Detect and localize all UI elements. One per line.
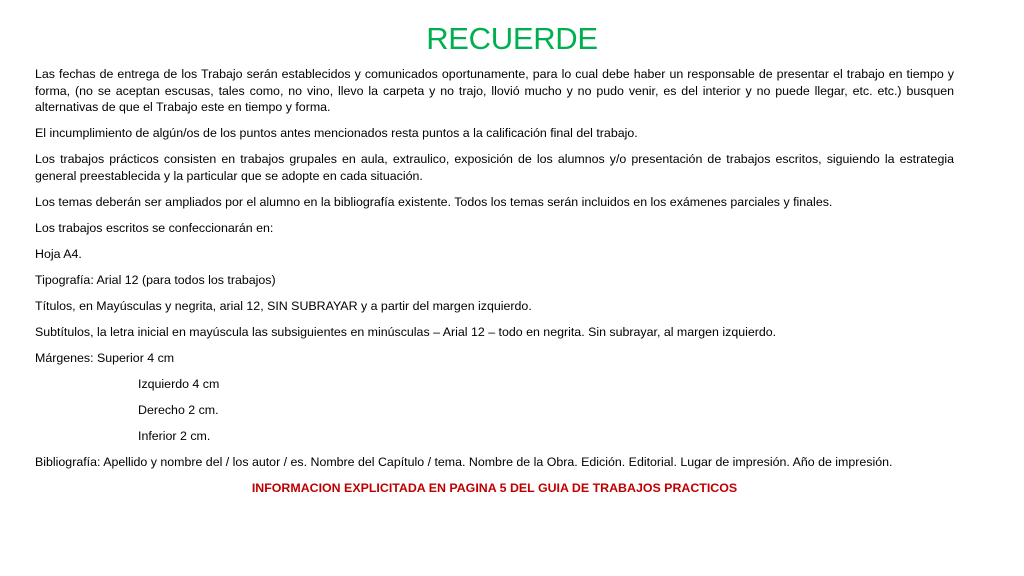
paragraph-margins-right: Derecho 2 cm. (138, 402, 219, 417)
paragraph-delivery-dates: Las fechas de entrega de los Trabajo serán establecidos y comunicados oportunamente, para lo cual debe haber un responsable de presentar el trabajo en tiempo y forma, (no se aceptan escusas, tales como, no vino, llevo la carpeta y no trajo, llovió mucho y no pudo venir, es del interior y no puede llegar, etc. etc.) busquen alternativas de que el Trabajo este en tiempo y forma. (35, 67, 954, 114)
paragraph-typography: Tipografía: Arial 12 (para todos los trabajos) (35, 272, 276, 287)
paragraph-titles: Títulos, en Mayúsculas y negrita, arial 12, SIN SUBRAYAR y a partir del margen izquierdo. (35, 298, 532, 313)
paragraph-margins-left: Izquierdo 4 cm (138, 376, 220, 391)
reference-note: INFORMACION EXPLICITADA EN PAGINA 5 DEL GUIA DE TRABAJOS PRACTICOS (251, 480, 738, 495)
paragraph-subtitles: Subtítulos, la letra inicial en mayúscula las subsiguientes en minúsculas – Arial 12 – todo en negrita. Sin subrayar, al margen izquierdo. (35, 324, 777, 339)
paragraph-paper-size: Hoja A4. (35, 246, 82, 261)
paragraph-topics: Los temas deberán ser ampliados por el alumno en la bibliografía existente. Todos los temas serán incluidos en los exámenes parciales y finales. (35, 194, 833, 209)
paragraph-written-work-intro: Los trabajos escritos se confeccionarán en: (35, 220, 274, 235)
slide-body (35, 66, 954, 506)
slide-title: RECUERDE (426, 21, 598, 56)
paragraph-practical-work: Los trabajos prácticos consisten en trabajos grupales en aula, extraulico, exposición de los alumnos y/o presentación de trabajos escritos, siguiendo la estrategia general preestablecida y la particular que se adopte en cada situación. (35, 152, 954, 183)
paragraph-margins-top: Márgenes: Superior 4 cm (35, 350, 175, 365)
paragraph-margins-bottom: Inferior 2 cm. (138, 428, 211, 443)
paragraph-bibliography: Bibliografía: Apellido y nombre del / los autor / es. Nombre del Capítulo / tema. Nombre de la Obra. Edición. Editorial. Lugar de impresión. Año de impresión. (35, 454, 893, 469)
paragraph-noncompliance: El incumplimiento de algún/os de los puntos antes mencionados resta puntos a la calificación final del trabajo. (35, 126, 638, 140)
